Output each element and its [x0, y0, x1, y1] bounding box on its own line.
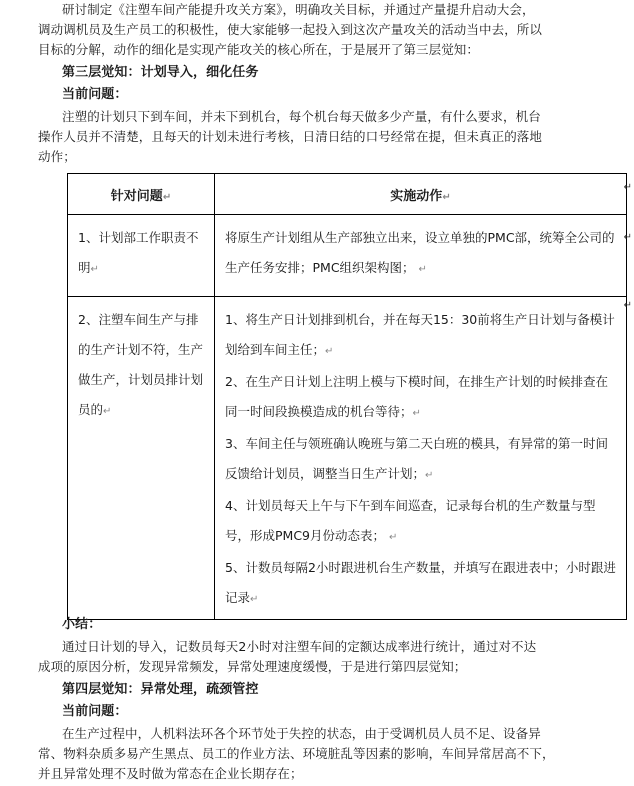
action-cell: 将原生产计划组从生产部独立出来，设立单独的PMC部，统筹全公司的生产任务安排；PMC组织架构图； ↵ — [215, 215, 627, 297]
issue-line-2: 操作人员并不清楚，且每天的计划未进行考核，日清日结的口号经常在提，但未真正的落地 — [38, 129, 543, 144]
table-row — [68, 297, 627, 620]
plan-table — [67, 173, 627, 620]
table-header-row — [68, 174, 627, 215]
summary-label: 小结： — [62, 617, 102, 632]
current-issue-label: 当前问题： — [62, 87, 128, 102]
row-end-mark: ↵ — [623, 182, 632, 193]
action-item: 1、将生产日计划排到机台，并在每天15：30前将生产日计划与备模计划给到车间主任；↵ — [225, 312, 615, 357]
intro-line-2: 调动调机员及生产员工的积极性，使大家能够一起投入到这次产量攻关的活动当中去，所以 — [38, 22, 543, 37]
issue-line-1: 注塑的计划只下到车间，并未下到机台，每个机台每天做多少产量，有什么要求，机台 — [62, 109, 541, 124]
action-item: 5、计数员每隔2小时跟进机台生产数量，并填写在跟进表中；小时跟进记录↵ — [225, 560, 616, 605]
layer3-heading: 第三层觉知：计划导入，细化任务 — [62, 65, 259, 80]
header-problem: 针对问题↵ — [68, 174, 215, 215]
action-item: 3、车间主任与领班确认晚班与第二天白班的模具，有异常的第一时间反馈给计划员，调整当日生产计划；↵ — [225, 436, 608, 481]
intro-line-3: 目标的分解，动作的细化是实现产能攻关的核心所在，于是展开了第三层觉知： — [38, 42, 480, 57]
layer4-heading: 第四层觉知：异常处理，疏颈管控 — [62, 682, 259, 697]
issue-line-3: 动作； — [38, 149, 76, 164]
row-end-mark: ↵ — [623, 300, 632, 311]
intro-line-1: 研讨制定《注塑车间产能提升攻关方案》，明确攻关目标，并通过产量提升启动大会， — [62, 2, 535, 17]
problem-cell: 1、计划部工作职责不明↵ — [68, 215, 215, 297]
summary-line-1: 通过日计划的导入，记数员每天2小时对注塑车间的定额达成率进行统计，通过对不达 — [62, 639, 537, 654]
table-row — [68, 215, 627, 297]
current-issue-label-2: 当前问题： — [62, 704, 128, 719]
problem-cell: 2、注塑车间生产与排的生产计划不符，生产做生产，计划员排计划员的↵ — [68, 297, 215, 620]
action-item: 4、计划员每天上午与下午到车间巡查，记录每台机的生产数量与型号，形成PMC9月份动态表； ↵ — [225, 498, 596, 543]
header-action: 实施动作↵ — [215, 174, 627, 215]
action-cell — [215, 297, 627, 620]
action-item: 2、在生产日计划上注明上模与下模时间，在排生产计划的时候排查在同一时间段换模造成的机台等待；↵ — [225, 374, 608, 419]
issue2-line-2: 常、物料杂质多易产生黑点、员工的作业方法、环境脏乱等因素的影响，车间异常居高不下， — [38, 746, 555, 761]
summary-line-2: 成项的原因分析，发现异常频发，异常处理速度缓慢，于是进行第四层觉知； — [38, 659, 467, 674]
issue2-line-1: 在生产过程中，人机料法环各个环节处于失控的状态，由于受调机员人员不足、设备异 — [62, 726, 541, 741]
row-end-mark: ↵ — [623, 232, 632, 243]
issue2-line-3: 并且异常处理不及时做为常态在企业长期存在； — [38, 766, 303, 781]
